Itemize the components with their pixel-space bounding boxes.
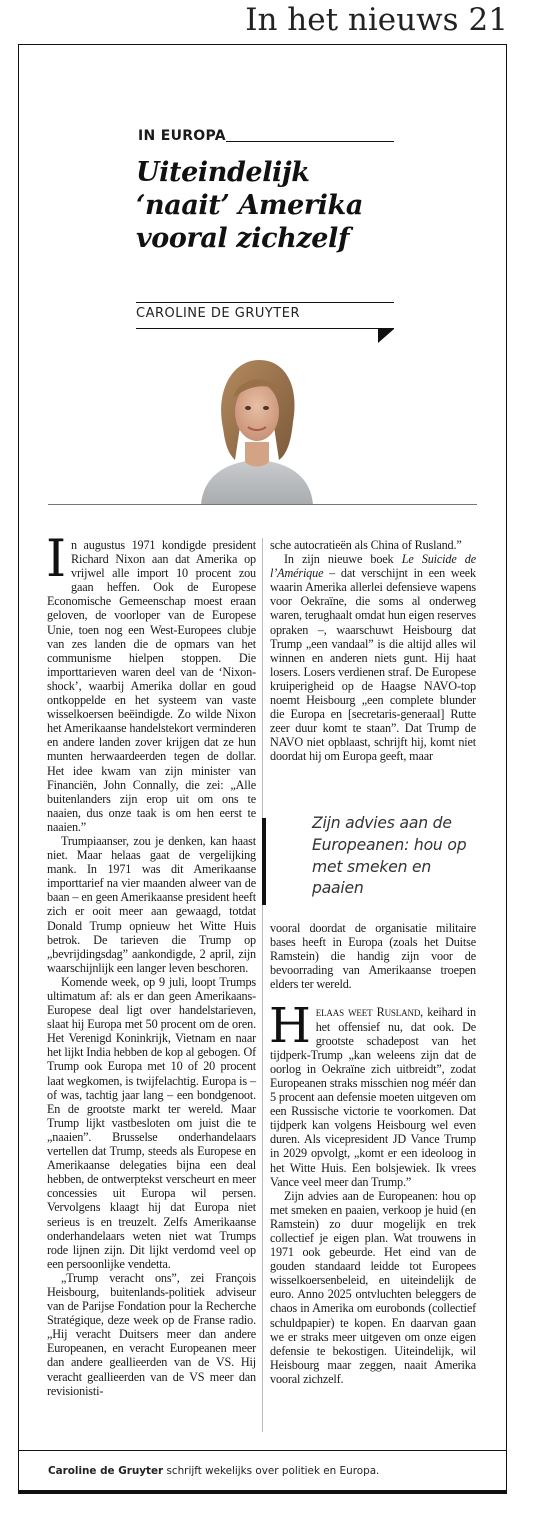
paragraph: Trumpiaanser, zou je denken, kan haast niet. Maar helaas gaat de vergelijking mank. In 1971 was dit Amerikaanse importtarief na vier maanden alweer van de baan – en geen Amerikaanse president heeft zich er ooit meer aan gewaagd, totdat Donald Trump opnieuw het Witte Huis betrok. De tarieven die Trump op „bevrijdingsdag” aankondigde, 2 april, zijn waarschijnlijk een langer leven beschoren.	[47, 833, 256, 975]
paragraph: Zijn advies aan de Europeanen: hou op met smeken en paaien, verkoop je huid (en Ramstein) zo duur mogelijk en trek collectief je eigen plan. Wat trouwens in 1971 ook gebeurde. Het eind van de gouden standaard leidde tot Europees wisselkoersenbeleid, en uiteindelijk de euro. Anno 2025 ontvluchten beleggers de chaos in Amerika om eurobonds (collectief schuldpapier) te kopen. En daarvan gaan we er straks meer uitgeven om onze eigen defensie te bekostigen. Uiteindelijk, wil Heisbourg maar zeggen, naait Amerika vooral zichzelf.	[270, 1188, 476, 1386]
body-column-1	[46, 530, 256, 1398]
paragraph: „Trump veracht ons”, zei François Heisbourg, buitenlands-politiek adviseur van de Parijse Fondation pour la Recherche Stratégique, deze week op de Franse radio. „Hij veracht Duitsers meer dan andere Europeanen, en veracht Europeanen meer dan andere geallieerden van de VS. Hij veracht geallieerden van de VS meer dan revisionisti-	[47, 1270, 256, 1398]
headline-line: vooral zichzelf	[136, 223, 350, 254]
section-header	[245, 2, 508, 38]
footer-author-name: Caroline de Gruyter	[48, 1465, 164, 1477]
byline-rule-bottom	[136, 328, 394, 329]
run-in: elaas weet Rusland,	[315, 1005, 424, 1020]
paragraph: vooral doordat de organisatie militaire bases heeft in Europa (zoals het Duitse Ramstein) die handig zijn voor de bevoorrading van Amerikaanse troepen elders ter wereld.	[270, 921, 476, 992]
author-footer	[48, 1465, 379, 1477]
headline-line: Uiteindelijk	[136, 157, 310, 188]
book-title: Le Suicide de l’Amérique	[270, 552, 476, 581]
paragraph: In zijn nieuwe boek Le Suicide de l’Amérique – dat verschijnt in een week waarin Amerika allerlei defensieve wapens voor Oekraïne, die soms al onderweg waren, terughaalt omdat hun eigen reserves opraken –, waarschuwt Heisbourg dat Trump „een vandaal” is die altijd alles wil winnen en anderen niets gunt. Hij haat losers. Losers verdienen straf. De Europese kruiperigheid op de Haagse NAVO-top noemt Heisbourg „een complete blunder die Europa en [secretaris-generaal] Rutte zeer duur komt te staan”. Dat Trump de NAVO niet opblaast, schrijft hij, komt niet doordat hij om Europa geeft, maar	[270, 552, 476, 764]
body-column-2-bottom	[270, 921, 476, 1386]
drop-cap: I	[46, 530, 66, 589]
paragraph: Helaas weet Rusland, keihard in het offensief nu, dat ook. De grootste schadepost van het tijdperk-Trump „kan weleens zijn dat de oorlog in Oekraïne zich uitbreidt”, zodat Europeanen straks misschien nog méér dan 5 procent aan defensie moeten uitgeven om een Russische victorie te voorkomen. Dat tijdperk kan volgens Heisbourg wel even duren. Als vicepresident JD Vance Trump in 2029 opvolgt, „komt er een ideoloog in het Witte Huis. Een bolsjewiek. Ik vrees Vance veel meer dan Trump.”	[269, 998, 476, 1189]
paragraph: sche autocratieën als China of Rusland.”	[270, 538, 462, 552]
headline-line: ‘naait’ Amerika	[136, 190, 363, 221]
paragraph: Komende week, op 9 juli, loopt Trumps ultimatum af: als er dan geen Amerikaans-Europese deal ligt over handelstarieven, slaat hij Europa met 50 procent om de oren. Het Verenigd Koninkrijk, Vietnam en naar het lijkt India hebben de kop al gebogen. Of Trump ook Europa met 10 of 20 procent laat wegkomen, is twijfelachtig. Europa is – of was, tachtig jaar lang – een bondgenoot. En de grootste markt ter wereld. Maar Trump lijkt vastbesloten om juist die te „naaien”. Brusselse onderhandelaars vertellen dat Trump, steeds als Europese en Amerikaanse delegaties bijna een deal hebben, de ontwerptekst verscheurt en meer concessies uit Europa wil persen. Vervolgens klaagt hij dat Europa niet serieus is en treuzelt. Zelfs Amerikaanse onderhandelaars weten niet wat Trumps rode lijnen zijn. Dit lijkt verdomd veel op een persoonlijke vendetta.	[47, 974, 256, 1271]
rubric-rule	[226, 141, 394, 142]
paragraph: In augustus 1971 kondigde president Richard Nixon aan dat Amerika op vrijwel alle import 10 procent zou gaan heffen. Ook de Europese Economische Gemeenschap moest eraan geloven, de voorloper van de Europese Unie, toen nog een West-Europees clubje van zes landen die de opmars van het communisme hielpen stoppen. Die importtarieven waren deel van de ‘Nixon-shock’, waarbij Amerika dollar en goud ontkoppelde en het systeem van vaste wisselkoersen beëindigde. Zo wilde Nixon het Amerikaanse handelstekort verminderen en andere landen zover krijgen dat ze hun munten herwaardeerden tegen de dollar. Het idee kwam van zijn minister van Financiën, John Connally, die zei: „Alle buitenlanders zijn erop uit om ons te naaien, dus onze taak is om hen eerst te naaien.”	[46, 530, 256, 834]
drop-cap: H	[269, 998, 311, 1055]
footer-tagline: schrijft wekelijks over politiek en Europa.	[163, 1465, 380, 1477]
section-title: In het nieuws	[245, 2, 459, 38]
pull-quote: Zijn advies aan de Europeanen: hou op met smeken en paaien	[312, 814, 467, 898]
byline: CAROLINE DE GRUYTER	[136, 306, 300, 321]
author-portrait-icon	[193, 350, 321, 505]
column-divider	[262, 538, 263, 1432]
pull-quote-bar	[262, 818, 266, 905]
headline	[136, 156, 436, 255]
body-column-2-top	[270, 538, 476, 764]
byline-rule-top	[136, 302, 394, 303]
section-divider	[48, 504, 477, 505]
byline-corner-mark	[378, 329, 394, 343]
rubric-label: IN EUROPA	[138, 128, 226, 144]
page-number: 21	[468, 2, 508, 38]
footer-rule	[18, 1450, 507, 1451]
